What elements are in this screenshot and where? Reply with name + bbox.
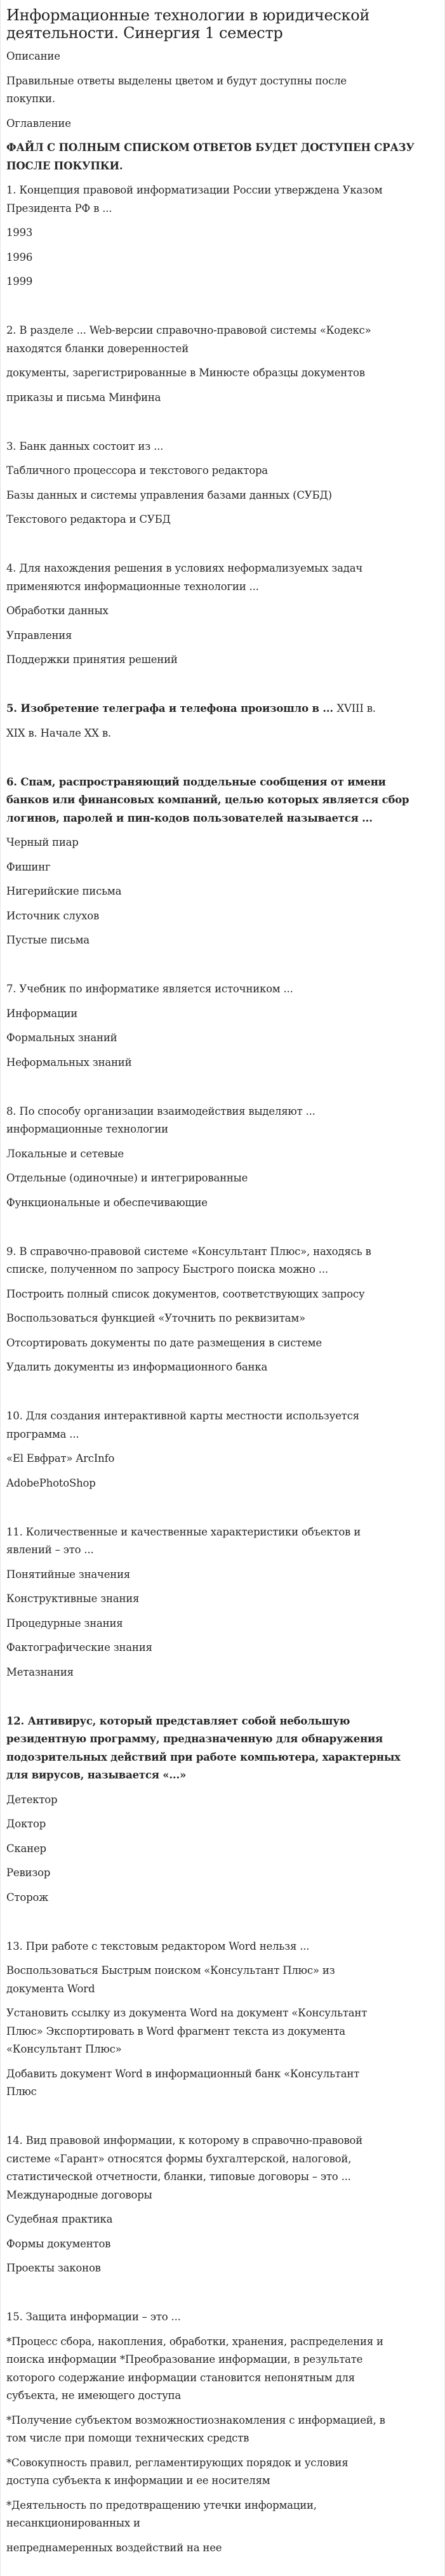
question-block bbox=[6, 322, 439, 407]
question-stem: 1. Концепция правовой информатизации России утверждена Указом Президента РФ в ... bbox=[6, 184, 383, 214]
answer-option: «El Евфрат» ArcInfo bbox=[6, 1452, 115, 1464]
question-block bbox=[6, 438, 439, 529]
answer-option: Детектор bbox=[6, 1793, 58, 1806]
answer-option: Понятийные значения bbox=[6, 1568, 131, 1580]
answer-option: Фишинг bbox=[6, 860, 51, 873]
answer-option: Формы документов bbox=[6, 2237, 111, 2250]
spacer bbox=[6, 536, 439, 560]
question-block bbox=[6, 1407, 439, 1492]
answer-option: Воспользоваться Быстрым поиском «Консультант Плюс» из документа Word bbox=[6, 1964, 335, 1995]
spacer bbox=[6, 1913, 439, 1938]
question-block bbox=[6, 1938, 439, 2101]
answer-option: 1999 bbox=[6, 275, 33, 287]
question-block bbox=[6, 181, 439, 291]
answer-option: Источник слухов bbox=[6, 909, 100, 922]
spacer bbox=[6, 1383, 439, 1408]
answer-option: Базы данных и системы управления базами данных (СУБД) bbox=[6, 489, 332, 501]
question-stem: 9. В справочно-правовой системе «Консультант Плюс», находясь в списке, полученном по запросу Быстрого поиска можно ... bbox=[6, 1245, 371, 1275]
answer-option: Доктор bbox=[6, 1818, 46, 1830]
answer-option: Текстового редактора и СУБД bbox=[6, 513, 171, 525]
answer-option: Сторож bbox=[6, 1891, 49, 1903]
answer-option: Черный пиар bbox=[6, 836, 79, 848]
question-text bbox=[6, 2132, 439, 2186]
question-text bbox=[6, 773, 439, 828]
description-label: Описание bbox=[6, 50, 60, 62]
answer-option: Поддержки принятия решений bbox=[6, 654, 178, 666]
answer-option: Информации bbox=[6, 1007, 78, 1020]
question-block bbox=[6, 1712, 439, 1907]
question-block bbox=[6, 2132, 439, 2278]
answer-option: Процедурные знания bbox=[6, 1617, 123, 1629]
question-block bbox=[6, 1243, 439, 1377]
answer-option: приказы и письма Минфина bbox=[6, 391, 161, 404]
spacer bbox=[6, 676, 439, 700]
spacer bbox=[6, 1218, 439, 1243]
answer-option: Конструктивные знания bbox=[6, 1593, 140, 1605]
question-stem: 7. Учебник по информатике является источником ... bbox=[6, 983, 293, 995]
answer-option: Проекты законов bbox=[6, 2262, 101, 2274]
answer-option: *Получение субъектом возможностиознакомления с информацией, в том числе при помощи технических средств bbox=[6, 2414, 385, 2444]
answer-option-inline: XVIII в. bbox=[336, 702, 376, 714]
answer-option: Фактографические знания bbox=[6, 1641, 152, 1653]
spacer bbox=[6, 298, 439, 322]
answer-option: Построить полный список документов, соответствующих запросу bbox=[6, 1287, 365, 1300]
question-text bbox=[6, 181, 439, 218]
question-text bbox=[6, 1523, 439, 1560]
answer-option: Управления bbox=[6, 629, 72, 641]
page-title: Информационные технологии в юридической деятельности. Синергия 1 семестр bbox=[6, 6, 370, 42]
question-text bbox=[6, 2308, 439, 2327]
question-text bbox=[6, 438, 439, 456]
answer-option: документы, зарегистрированные в Минюсте образцы документов bbox=[6, 367, 365, 379]
toc-notice: ФАЙЛ С ПОЛНЫМ СПИСКОМ ОТВЕТОВ БУДЕТ ДОСТУПЕН СРАЗУ ПОСЛЕ ПОКУПКИ. bbox=[6, 141, 415, 172]
question-text bbox=[6, 1712, 439, 1785]
question-stem: 14. Вид правовой информации, к которому в справочно-правовой системе «Гарант» относятся формы бухгалтерской, налоговой, статистической отчетности, бланки, типовые договоры – это ... bbox=[6, 2134, 363, 2183]
answer-option: Сканер bbox=[6, 1842, 46, 1855]
question-stem: 8. По способу организации взаимодействия выделяют ... информационные технологии bbox=[6, 1105, 315, 1135]
answer-option: непреднамеренных воздействий на нее bbox=[6, 2541, 222, 2554]
answer-option: Добавить документ Word в информационный банк «Консультант Плюс bbox=[6, 2067, 360, 2098]
answer-option: Удалить документы из информационного банка bbox=[6, 1361, 268, 1373]
answer-option: Международные договоры bbox=[6, 2188, 152, 2201]
question-stem: 5. Изобретение телеграфа и телефона произошло в ... bbox=[6, 702, 337, 714]
question-text bbox=[6, 322, 439, 358]
question-text bbox=[6, 560, 439, 596]
question-stem: 6. Спам, распространяющий поддельные сообщения от имени банков или финансовых компаний, целью которых является сбор логинов, паролей и пин-кодов пользователей называется ... bbox=[6, 775, 409, 824]
answer-option: Отдельные (одиночные) и интегрированные bbox=[6, 1172, 248, 1184]
answer-option: Функциональные и обеспечивающие bbox=[6, 1196, 208, 1209]
question-stem: 3. Банк данных состоит из ... bbox=[6, 440, 164, 452]
toc-label: Оглавление bbox=[6, 117, 71, 129]
answer-option: Метазнания bbox=[6, 1666, 74, 1678]
spacer bbox=[6, 2108, 439, 2132]
answer-option: *Процесс сбора, накопления, обработки, хранения, распределения и поиска информации *Преобразование информации, в результате которого содержание информации становится непонятным для субъекта, не имеющего доступа bbox=[6, 2335, 383, 2402]
spacer bbox=[6, 2284, 439, 2309]
question-block bbox=[6, 1103, 439, 1212]
answer-option: 1996 bbox=[6, 251, 33, 263]
question-text bbox=[6, 700, 439, 718]
question-stem: 2. В разделе ... Web-версии справочно-правовой системы «Кодекс» находятся бланки доверенностей bbox=[6, 324, 371, 355]
question-list bbox=[6, 181, 439, 2557]
question-stem: 15. Защита информации – это ... bbox=[6, 2311, 181, 2323]
question-block bbox=[6, 1523, 439, 1682]
answer-option: Ревизор bbox=[6, 1867, 51, 1879]
question-stem: 12. Антивирус, который представляет собой небольшую резидентную программу, предназначенную для обнаружения подозрительных действий при работе компьютера, характерных для вирусов, называется «...» bbox=[6, 1714, 401, 1781]
question-text bbox=[6, 1938, 439, 1956]
question-block bbox=[6, 2308, 439, 2557]
spacer bbox=[6, 956, 439, 981]
question-text bbox=[6, 1243, 439, 1279]
answer-option: Обработки данных bbox=[6, 605, 109, 617]
answer-option: Табличного процессора и текстового редактора bbox=[6, 464, 268, 476]
answer-option: Формальных знаний bbox=[6, 1032, 117, 1044]
answer-option: 1993 bbox=[6, 227, 33, 239]
answer-option: Нигерийские письма bbox=[6, 885, 122, 897]
question-stem: 10. Для создания интерактивной карты местности используется программа ... bbox=[6, 1410, 359, 1440]
answer-option: Судебная практика bbox=[6, 2213, 113, 2225]
answer-option: Установить ссылку из документа Word на документ «Консультант Плюс» Экспортировать в Word фрагмент текста из документа «Консультант Плюс» bbox=[6, 2007, 368, 2055]
question-block bbox=[6, 560, 439, 669]
question-block bbox=[6, 773, 439, 950]
spacer bbox=[6, 1499, 439, 1523]
answer-option: XIX в. Начале XX в. bbox=[6, 726, 111, 739]
answer-option: Отсортировать документы по дате размещения в системе bbox=[6, 1336, 322, 1349]
answer-option: *Совокупность правил, регламентирующих порядок и условия доступа субъекта к информации и ее носителям bbox=[6, 2456, 349, 2487]
question-text bbox=[6, 1103, 439, 1139]
spacer bbox=[6, 1688, 439, 1712]
answer-option: *Деятельность по предотвращению утечки информации, несанкционированных и bbox=[6, 2499, 317, 2529]
question-text bbox=[6, 1407, 439, 1443]
question-block bbox=[6, 980, 439, 1072]
answer-option: Пустые письма bbox=[6, 934, 90, 946]
answer-option: AdobePhotoShop bbox=[6, 1476, 96, 1489]
spacer bbox=[6, 413, 439, 438]
answer-option: Неформальных знаний bbox=[6, 1056, 132, 1068]
spacer bbox=[6, 1078, 439, 1103]
question-stem: 4. Для нахождения решения в условиях неформализуемых задач применяются информационные технологии ... bbox=[6, 562, 363, 593]
question-stem: 13. При работе с текстовым редактором Word нельзя ... bbox=[6, 1940, 310, 1952]
question-block bbox=[6, 700, 439, 742]
answer-option: Воспользоваться функцией «Уточнить по реквизитам» bbox=[6, 1312, 305, 1324]
spacer bbox=[6, 749, 439, 773]
description-text: Правильные ответы выделены цветом и будут доступны после покупки. bbox=[6, 74, 347, 105]
question-stem: 11. Количественные и качественные характеристики объектов и явлений – это ... bbox=[6, 1525, 361, 1556]
question-text bbox=[6, 980, 439, 999]
answer-option: Локальные и сетевые bbox=[6, 1147, 124, 1160]
